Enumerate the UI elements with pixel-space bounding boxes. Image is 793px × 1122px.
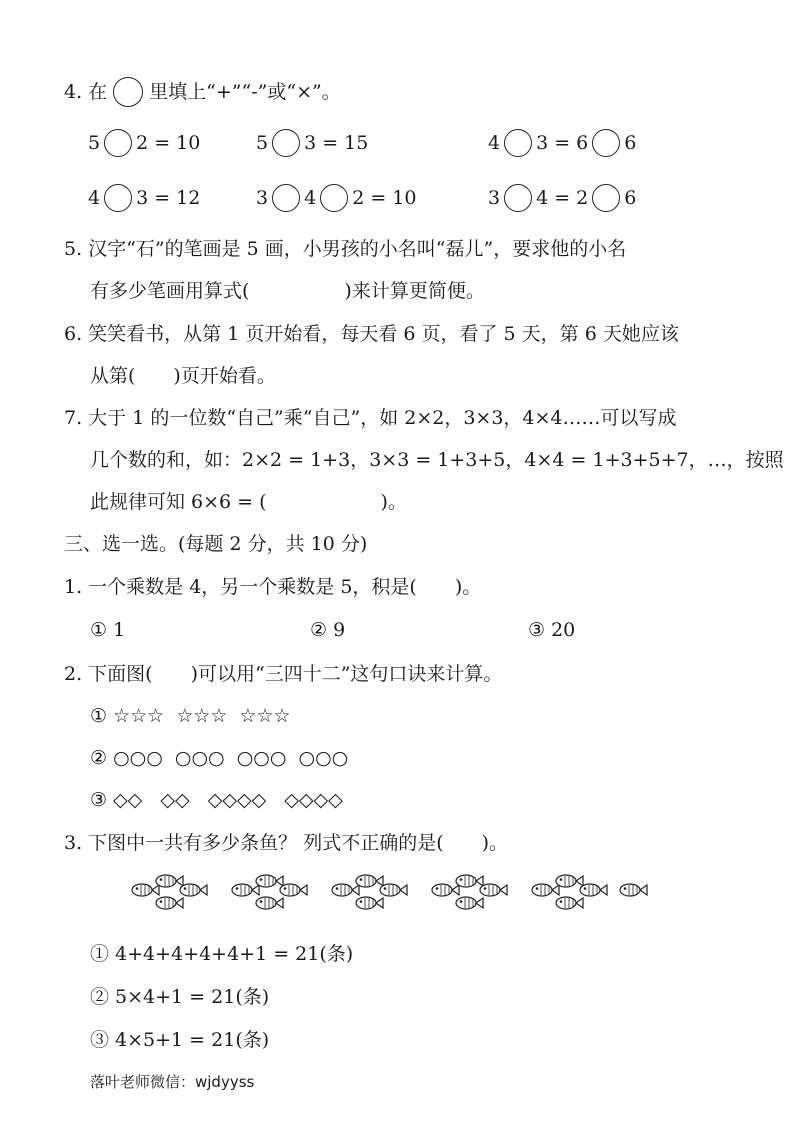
mc2-option-3[interactable]: ③ ◇◇ ◇◇ ◇◇◇◇ ◇◇◇◇ <box>90 789 343 811</box>
fish-icon <box>256 897 283 909</box>
fish-icon <box>580 884 607 896</box>
operand: 2 = 10 <box>352 187 417 209</box>
operand: 5 <box>88 132 101 154</box>
operand: 3 = 6 <box>536 132 589 154</box>
operand: 3 = 15 <box>304 132 369 154</box>
answer-circle[interactable] <box>592 129 620 157</box>
q4-eq-1 <box>88 128 200 158</box>
answer-circle[interactable] <box>504 184 532 212</box>
fish-icon <box>280 884 307 896</box>
q7-line-2: 几个数的和，如：2×2 = 1+3，3×3 = 1+3+5，4×4 = 1+3+5+7，…，按照 <box>90 449 784 471</box>
q4-suffix: 里填上“+”“-”或“×”。 <box>149 81 341 103</box>
fish-icon <box>356 897 383 909</box>
mc1-option-2[interactable]: ② 9 <box>310 619 346 641</box>
answer-circle[interactable] <box>272 184 300 212</box>
fish-icon <box>480 884 507 896</box>
mc2-question: 2. 下面图( )可以用“三四十二”这句口诀来计算。 <box>64 663 503 685</box>
fish-icon <box>256 875 283 887</box>
answer-circle[interactable] <box>592 184 620 212</box>
operand: 4 <box>304 187 317 209</box>
fish-icon <box>180 884 207 896</box>
fish-icon <box>156 875 183 887</box>
operand: 4 = 2 <box>536 187 589 209</box>
operand: 6 <box>624 132 637 154</box>
footer-watermark: 落叶老师微信：wjdyyss <box>90 1073 255 1091</box>
mc3-option-2[interactable]: ② 5×4+1 = 21(条) <box>90 986 270 1008</box>
fish-icon <box>232 884 259 896</box>
fish-icon <box>620 884 647 896</box>
mc2-option-1[interactable]: ① ☆☆☆ ☆☆☆ ☆☆☆ <box>90 705 291 727</box>
operand: 5 <box>256 132 269 154</box>
operand: 4 <box>88 187 101 209</box>
operand: 6 <box>624 187 637 209</box>
fish-icon <box>456 897 483 909</box>
q5-line-2: 有多少笔画用算式( )来计算更简便。 <box>90 280 485 302</box>
q7-line-1: 7. 大于 1 的一位数“自己”乘“自己”，如 2×2，3×3，4×4……可以写成 <box>64 407 677 429</box>
fish-icon <box>380 884 407 896</box>
q6-line-1: 6. 笑笑看书，从第 1 页开始看，每天看 6 页，看了 5 天，第 6 天她应该 <box>64 323 679 345</box>
fish-icon <box>456 875 483 887</box>
q5-line-1: 5. 汉字“石”的笔画是 5 画，小男孩的小名叫“磊儿”，要求他的小名 <box>64 238 627 260</box>
fish-icon <box>532 884 559 896</box>
fish-icon <box>432 884 459 896</box>
fish-icon <box>556 875 583 887</box>
mc3-question: 3. 下图中一共有多少条鱼？ 列式不正确的是( )。 <box>64 832 509 854</box>
operand: 2 = 10 <box>136 132 201 154</box>
q4-eq-2 <box>256 128 368 158</box>
answer-circle[interactable] <box>272 129 300 157</box>
answer-circle[interactable] <box>104 129 132 157</box>
fish-icon <box>556 897 583 909</box>
fish-icon <box>356 875 383 887</box>
q4-prompt <box>64 77 341 107</box>
q6-line-2: 从第( )页开始看。 <box>90 365 276 387</box>
fish-icon <box>332 884 359 896</box>
q4-eq-3 <box>488 128 636 158</box>
mc1-option-3[interactable]: ③ 20 <box>528 619 576 641</box>
answer-circle[interactable] <box>104 184 132 212</box>
mc1-option-1[interactable]: ① 1 <box>90 619 126 641</box>
section-3-title: 三、选一选。(每题 2 分，共 10 分) <box>64 533 368 555</box>
fish-illustration <box>128 873 668 923</box>
q4-example-circle <box>113 77 143 107</box>
fish-icon <box>156 897 183 909</box>
operand: 3 <box>488 187 501 209</box>
q4-eq-6 <box>488 183 636 213</box>
answer-circle[interactable] <box>320 184 348 212</box>
mc3-option-3[interactable]: ③ 4×5+1 = 21(条) <box>90 1029 270 1051</box>
operand: 3 <box>256 187 269 209</box>
q7-line-3: 此规律可知 6×6 = ( )。 <box>90 491 407 513</box>
q4-eq-5 <box>256 183 416 213</box>
q4-eq-4 <box>88 183 200 213</box>
q4-prefix: 4. 在 <box>64 81 108 103</box>
answer-circle[interactable] <box>504 129 532 157</box>
operand: 3 = 12 <box>136 187 201 209</box>
mc1-question: 1. 一个乘数是 4，另一个乘数是 5，积是( )。 <box>64 576 482 598</box>
mc2-option-2[interactable]: ② ○○○ ○○○ ○○○ ○○○ <box>90 747 349 769</box>
operand: 4 <box>488 132 501 154</box>
mc3-option-1[interactable]: ① 4+4+4+4+4+1 = 21(条) <box>90 943 354 965</box>
fish-icon <box>132 884 159 896</box>
